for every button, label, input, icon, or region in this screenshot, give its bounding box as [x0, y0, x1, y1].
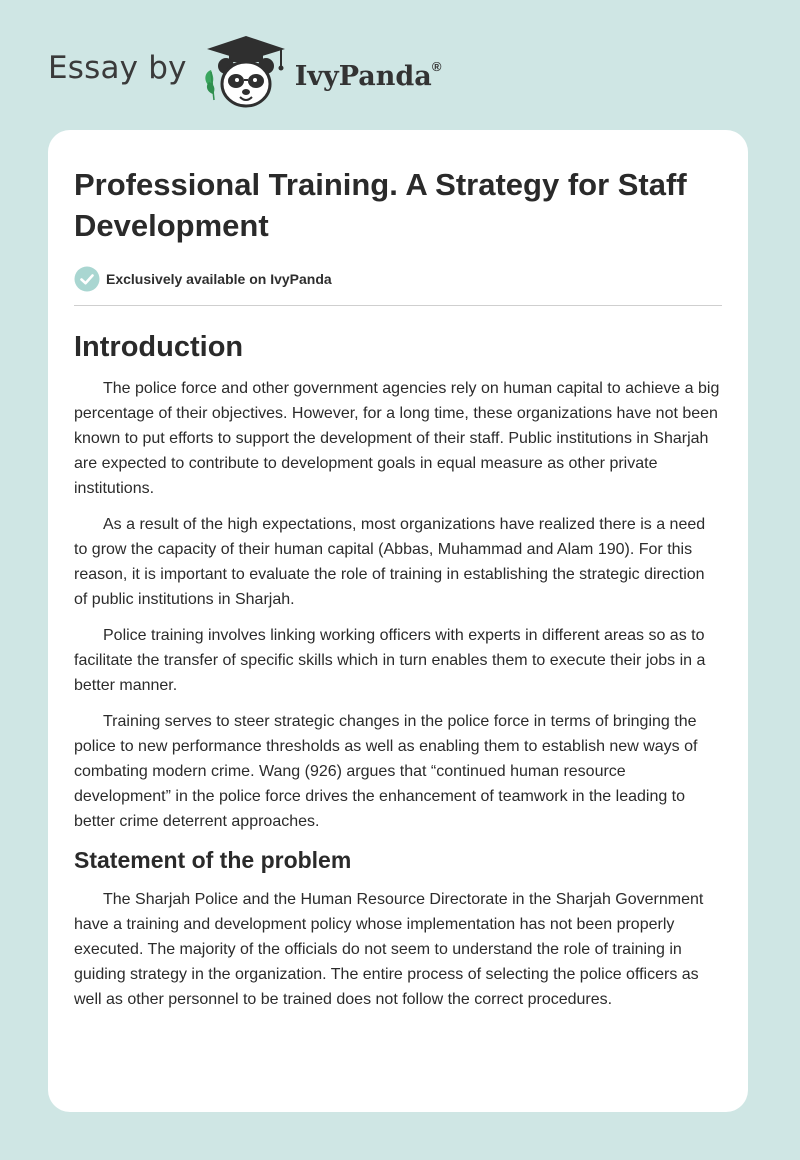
paragraph: The police force and other government agencies rely on human capital to achieve a big percentage of their objectives. However, for a long time, these organizations have not been known to put efforts to support the development of their staff. Public institutions in Sharjah are expected to contribute to development goals in equal measure as other private institutions. — [74, 380, 720, 497]
brand-name-text: IvyPanda — [294, 60, 432, 92]
section-heading-introduction: Introduction — [74, 331, 244, 363]
exclusive-badge — [74, 266, 722, 292]
paragraph: As a result of the high expectations, most organizations have realized there is a need to grow the capacity of their human capital (Abbas, Muhammad and Alam 190). For this reason, it is important to evaluate the role of training in establishing the strategic direction of public institutions in Sharjah. — [74, 516, 706, 608]
panda-logo-icon[interactable] — [201, 34, 291, 114]
exclusive-label: Exclusively available on IvyPanda — [106, 271, 332, 287]
registered-mark: ® — [431, 58, 442, 74]
brand-name[interactable] — [294, 58, 442, 92]
paragraph: The Sharjah Police and the Human Resource Directorate in the Sharjah Government have a training and development policy whose implementation has not been properly executed. The majority of the officials do not seem to understand the role of training in guiding strategy in the organization. The entire process of selecting the police officers as well as other personnel to be trained does not follow the correct procedures. — [74, 891, 704, 1008]
brand-header — [48, 34, 441, 114]
section-heading-problem-statement: Statement of the problem — [74, 847, 352, 873]
paragraph: Training serves to steer strategic changes in the police force in terms of bringing the police to new performance thresholds as well as enabling them to establish new ways of combating modern crime. Wang (926) argues that “continued human resource development” in the police force drives the enhancement of teamwork in the leading to better crime deterrent approaches. — [74, 713, 698, 830]
page-title: Professional Training. A Strategy for Staff Development — [74, 167, 687, 243]
title-divider — [74, 305, 722, 306]
brand-prefix: Essay by — [48, 50, 187, 86]
check-badge-icon — [74, 266, 100, 292]
essay-card — [48, 130, 748, 1112]
paragraph: Police training involves linking working officers with experts in different areas so as to facilitate the transfer of specific skills which in turn enables them to execute their jobs in a better manner. — [74, 627, 706, 694]
